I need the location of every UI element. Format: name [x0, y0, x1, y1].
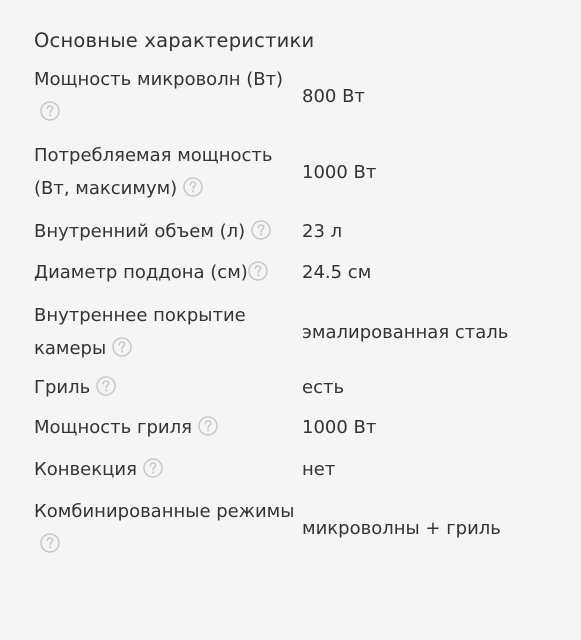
spec-label-text: Внутреннее покрытие камеры [34, 305, 246, 359]
question-circle-icon[interactable] [143, 458, 163, 478]
spec-label [34, 299, 302, 365]
section-title: Основные характеристики [34, 29, 315, 52]
spec-value: эмалированная сталь [302, 321, 509, 343]
spec-row-inner-volume [34, 215, 574, 248]
spec-row-grill-power [34, 411, 574, 444]
question-circle-icon[interactable] [251, 220, 271, 240]
spec-row-convection [34, 453, 574, 486]
spec-value: 1000 Вт [302, 417, 377, 438]
spec-label [34, 411, 302, 444]
spec-value: есть [302, 377, 345, 398]
spec-label-text: Гриль [34, 377, 91, 398]
question-circle-icon[interactable] [40, 533, 60, 553]
spec-row-grill [34, 371, 574, 404]
spec-value: микроволны + гриль [302, 517, 501, 539]
spec-label [34, 256, 302, 289]
spec-value: 1000 Вт [302, 161, 377, 183]
spec-value: 800 Вт [302, 85, 365, 107]
spec-label-text: Внутренний объем (л) [34, 221, 246, 242]
question-circle-icon[interactable] [183, 177, 203, 197]
question-circle-icon[interactable] [112, 337, 132, 357]
spec-label [34, 139, 302, 205]
question-circle-icon[interactable] [40, 101, 60, 121]
spec-value: нет [302, 459, 336, 480]
spec-row-tray-diameter [34, 256, 574, 289]
spec-label [34, 371, 302, 404]
question-circle-icon[interactable] [198, 416, 218, 436]
question-circle-icon[interactable] [96, 376, 116, 396]
spec-label-text: Потребляемая мощность (Вт, максимум) [34, 145, 273, 199]
spec-value: 24.5 см [302, 262, 372, 283]
spec-label-text: Мощность микроволн (Вт) [34, 69, 284, 90]
specs-list [34, 63, 581, 561]
spec-label [34, 495, 302, 561]
question-circle-icon[interactable] [248, 261, 268, 281]
spec-label-text: Диаметр поддона (см) [34, 262, 248, 283]
spec-label [34, 215, 302, 248]
spec-row-combined-modes [34, 495, 574, 561]
spec-value: 23 л [302, 221, 343, 242]
spec-row-microwave-power [34, 63, 574, 129]
spec-label-text: Комбинированные режимы [34, 501, 295, 522]
spec-label [34, 63, 302, 129]
spec-label-text: Конвекция [34, 459, 137, 480]
spec-row-chamber-coating [34, 299, 574, 365]
spec-label-text: Мощность гриля [34, 417, 192, 438]
spec-label [34, 453, 302, 486]
spec-row-power-consumption [34, 139, 574, 205]
